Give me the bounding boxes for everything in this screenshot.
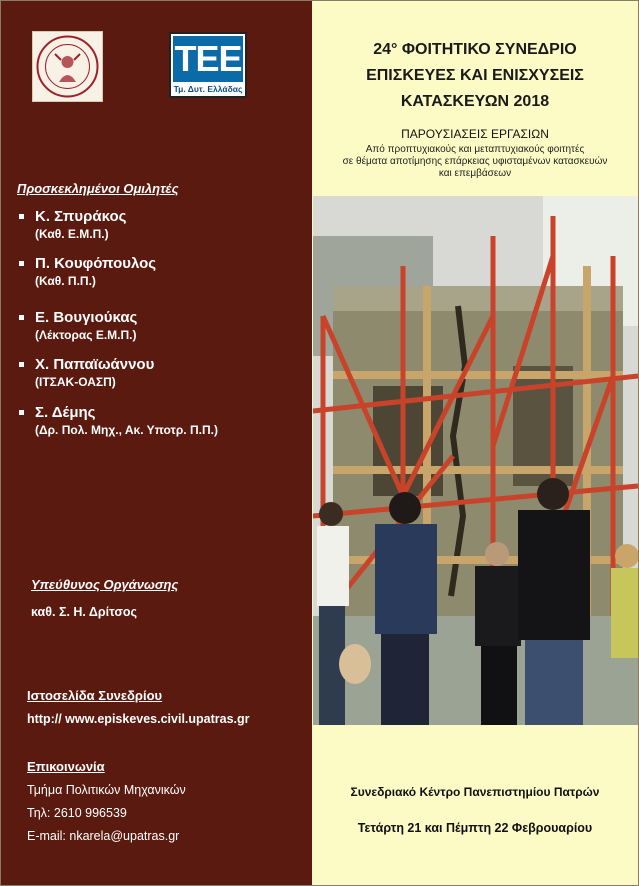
university-seal-logo [32,31,103,102]
speaker-name: Χ. Παπαϊωάννου [35,356,155,373]
title-line: 24° ΦΟΙΤΗΤΙΚΟ ΣΥΝΕΔΡΙΟ [373,41,577,58]
left-panel [1,1,312,885]
speaker-name: Κ. Σπυράκος [35,208,127,225]
building-scaffold-photo [313,196,638,725]
bullet-icon [19,214,24,219]
speaker-role: (Δρ. Πολ. Μηχ., Ακ. Υποτρ. Π.Π.) [35,423,218,437]
contact-heading: Επικοινωνία [27,759,105,774]
speaker-item [19,309,309,356]
speaker-name: Ε. Βουγιούκας [35,309,138,326]
speaker-role: (Λέκτορας Ε.Μ.Π.) [35,328,137,342]
tee-logo-subtitle: Τμ. Δυτ. Ελλάδας [173,84,243,94]
right-panel [312,1,638,885]
bullet-icon [19,362,24,367]
speaker-role: (Καθ. Ε.Μ.Π.) [35,227,109,241]
speaker-name: Σ. Δέμης [35,404,96,421]
speaker-role: (ΙΤΣΑΚ-ΟΑΣΠ) [35,375,116,389]
photo-illustration [313,196,638,725]
description-line: σε θέματα αποτίμησης επάρκειας υφισταμένων κατασκευών [342,156,608,167]
tee-logo-mark: ΤΕΕ [173,36,243,82]
website-heading: Ιστοσελίδα Συνεδρίου [27,688,163,703]
speaker-name: Π. Κουφόπουλος [35,255,157,272]
speaker-item [19,356,309,404]
description-line: Από προπτυχιακούς και μεταπτυχιακούς φοιτητές [365,144,585,155]
description-line: και επεμβάσεων [438,168,512,179]
organizer-name: καθ. Σ. Η. Δρίτσος [31,605,138,619]
contact-phone: Τηλ: 2610 996539 [27,806,127,820]
presentations-description [312,144,638,180]
speakers-list [19,208,309,451]
title-line: ΕΠΙΣΚΕΥΕΣ ΚΑΙ ΕΝΙΣΧΥΣΕΙΣ [366,67,584,84]
organizer-heading: Υπεύθυνος Οργάνωσης [31,577,179,592]
title-line: ΚΑΤΑΣΚΕΥΩΝ 2018 [400,93,550,110]
website-link[interactable]: http:// www.episkeves.civil.upatras.gr [27,712,250,726]
tee-logo [169,32,247,98]
speaker-item [19,404,309,451]
venue: Συνεδριακό Κέντρο Πανεπιστημίου Πατρών [350,785,600,799]
speakers-heading: Προσκεκλημένοι Ομιλητές [17,181,179,196]
seal-emblem-icon [33,32,102,101]
speaker-item [19,255,309,309]
speaker-role: (Καθ. Π.Π.) [35,274,96,288]
speaker-item [19,208,309,255]
conference-title [312,37,638,115]
bullet-icon [19,315,24,320]
presentations-subtitle: ΠΑΡΟΥΣΙΑΣΕΙΣ ΕΡΓΑΣΙΩΝ [401,127,549,141]
contact-department: Τμήμα Πολιτικών Μηχανικών [27,783,186,797]
bullet-icon [19,261,24,266]
conference-date: Τετάρτη 21 και Πέμπτη 22 Φεβρουαρίου [357,821,593,835]
contact-email[interactable]: E-mail: nkarela@upatras.gr [27,829,180,843]
bullet-icon [19,410,24,415]
